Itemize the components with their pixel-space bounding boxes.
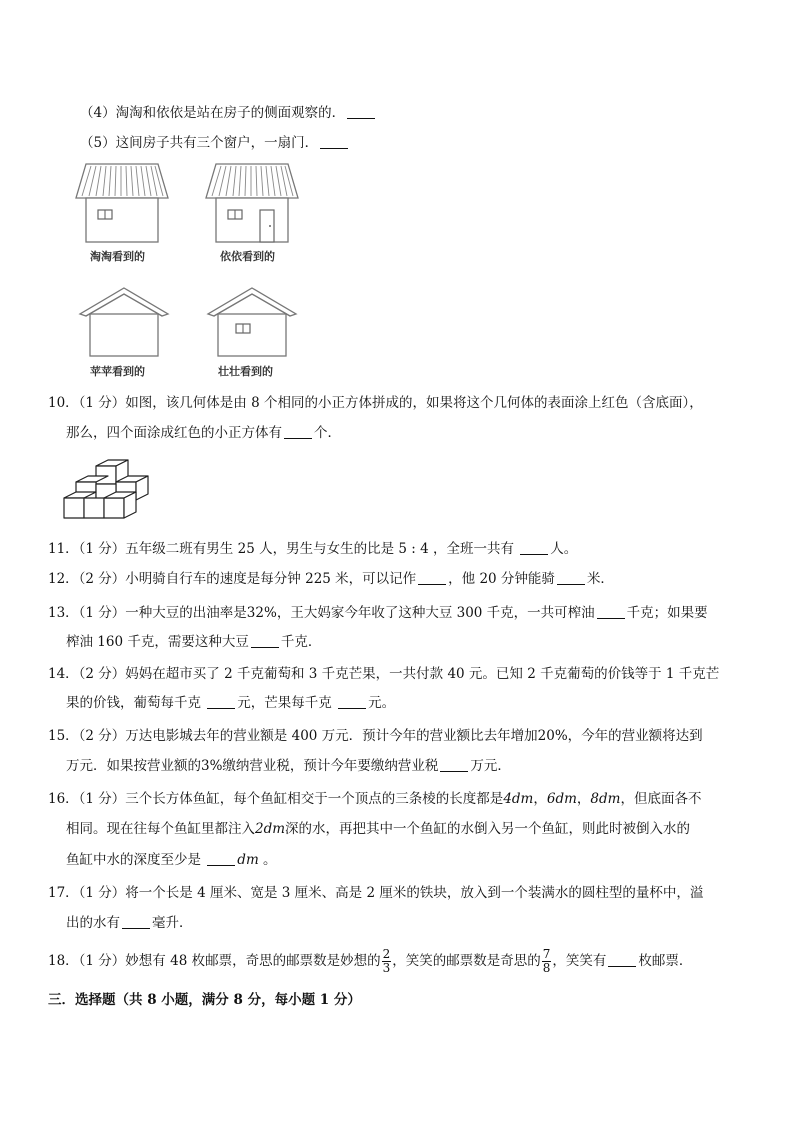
q14-line2: 果的价钱，葡萄每千克 元，芒果每千克 元。 xyxy=(66,695,396,711)
answer-blank[interactable] xyxy=(608,953,636,967)
caption-zhuangzhuang: 壮壮看到的 xyxy=(218,365,273,378)
q11: 11．（1 分）五年级二班有男生 25 人，男生与女生的比是 5 : 4 ，全班一共有 人。 xyxy=(48,541,578,557)
answer-blank[interactable] xyxy=(338,695,366,709)
caption-yiyi: 依依看到的 xyxy=(220,250,275,263)
q10-line1: 10．（1 分）如图，该几何体是由 8 个相同的小正方体拼成的，如果将这个几何体的表面涂上红色（含底面）， xyxy=(48,395,703,411)
q12: 12．（2 分）小明骑自行车的速度是每分钟 225 米，可以记作 ，他 20 分钟能骑 米． xyxy=(48,571,614,587)
q14-line1: 14．（2 分）妈妈在超市买了 2 千克葡萄和 3 千克芒果，一共付款 40 元。已知 2 千克葡萄的价钱等于 1 千克芒 xyxy=(48,666,720,682)
answer-blank[interactable] xyxy=(207,852,235,866)
answer-blank[interactable] xyxy=(251,634,279,648)
q17-line2: 出的水有 毫升． xyxy=(66,915,193,931)
answer-blank[interactable] xyxy=(520,541,548,555)
q10-line2: 那么，四个面涂成红色的小正方体有 个． xyxy=(66,425,341,441)
fraction-two-thirds: $\frac{2}{3}$ xyxy=(382,947,391,975)
q16-line1: 16．（1 分）三个长方体鱼缸，每个鱼缸相交于一个顶点的三条棱的长度都是4dm，6dm，8dm，但底面各不 xyxy=(48,791,702,807)
house-view-pingping xyxy=(78,286,170,358)
answer-blank[interactable] xyxy=(597,605,625,619)
caption-taotao: 淘淘看到的 xyxy=(90,250,145,263)
house-view-taotao xyxy=(74,162,170,244)
q13-line2: 榨油 160 千克，需要这种大豆 千克． xyxy=(66,634,322,650)
answer-blank[interactable] xyxy=(347,105,375,119)
answer-blank[interactable] xyxy=(557,571,585,585)
q13-line1: 13．（1 分）一种大豆的出油率是32%，王大妈家今年收了这种大豆 300 千克，一共可榨油 千克；如果要 xyxy=(48,605,708,621)
answer-blank[interactable] xyxy=(418,571,446,585)
q15-line1: 15．（2 分）万达电影城去年的营业额是 400 万元．预计今年的营业额比去年增加20%，今年的营业额将达到 xyxy=(48,728,703,744)
fraction-seven-eighths: $\frac{7}{8}$ xyxy=(542,947,551,975)
answer-blank[interactable] xyxy=(122,915,150,929)
answer-blank[interactable] xyxy=(207,695,235,709)
answer-blank[interactable] xyxy=(320,135,348,149)
answer-blank[interactable] xyxy=(440,758,468,772)
house-view-zhuangzhuang xyxy=(206,286,298,358)
cube-structure-figure xyxy=(60,458,152,522)
q9-item5: （5）这间房子共有三个窗户，一扇门． xyxy=(80,134,350,152)
q15-line2: 万元．如果按营业额的3%缴纳营业税，预计今年要缴纳营业税 万元． xyxy=(66,758,511,774)
q16-line2: 相同。现在往每个鱼缸里都注入2dm深的水，再把其中一个鱼缸的水倒入另一个鱼缸，则此时被倒入水的 xyxy=(66,821,691,837)
q17-line1: 17．（1 分）将一个长是 4 厘米、宽是 3 厘米、高是 2 厘米的铁块，放入到一个装满水的圆柱型的量杯中，溢 xyxy=(48,885,704,901)
answer-blank[interactable] xyxy=(284,425,312,439)
house-view-yiyi xyxy=(204,162,300,244)
section-heading: 三．选择题（共 8 小题，满分 8 分，每小题 1 分） xyxy=(48,992,361,1008)
caption-pingping: 苹苹看到的 xyxy=(90,365,145,378)
q18: 18．（1 分）妙想有 48 枚邮票，奇思的邮票数是妙想的 $\frac{2}{3}$ ，笑笑的邮票数是奇思的 $\frac{7}{8}$ ，笑笑有 枚邮票． xyxy=(48,947,693,975)
q9-item4: （4）淘淘和依依是站在房子的侧面观察的． xyxy=(80,104,377,122)
q16-line3: 鱼缸中水的深度至少是 dm 。 xyxy=(66,852,277,868)
